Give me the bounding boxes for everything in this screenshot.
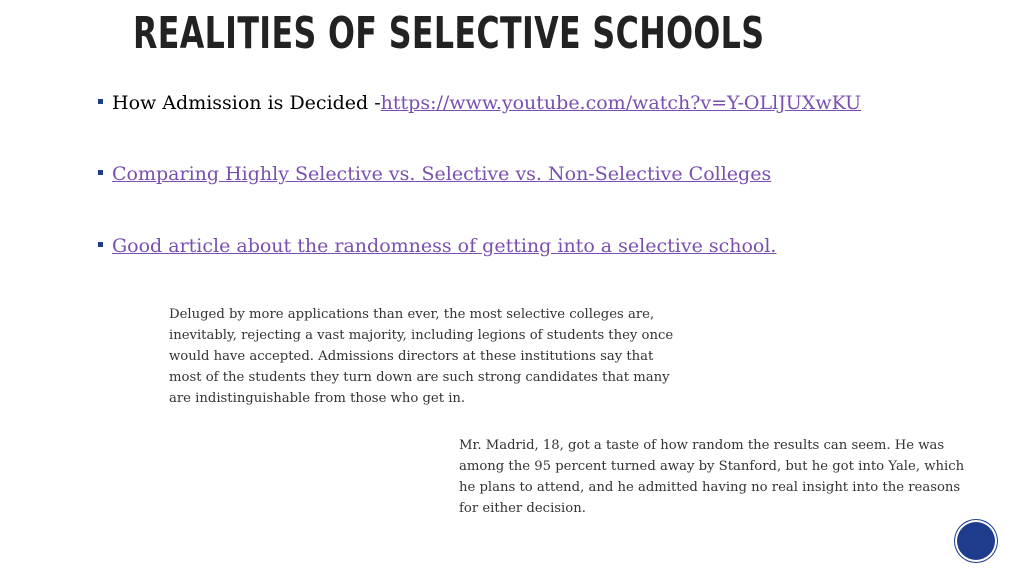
excerpt-line: among the 95 percent turned away by Stanford, but he got into Yale, which	[459, 459, 965, 474]
article-excerpt-madrid	[459, 435, 964, 519]
excerpt-line: Deluged by more applications than ever, the most selective colleges are,	[169, 307, 655, 322]
slide-title: REALITIES OF SELECTIVE SCHOOLS	[133, 8, 765, 59]
bullet-prefix-text: How Admission is Decided -	[112, 92, 381, 114]
excerpt-line: Mr. Madrid, 18, got a taste of how random the results can seem. He was	[459, 438, 945, 453]
randomness-article-link[interactable]: Good article about the randomness of getting into a selective school.	[112, 235, 777, 257]
bullet-marker-icon	[98, 99, 103, 104]
youtube-link[interactable]: https://www.youtube.com/watch?v=Y-OLlJUXwKU	[380, 92, 862, 114]
bullet-marker-icon	[98, 242, 103, 247]
excerpt-line: for either decision.	[459, 501, 586, 516]
bullet-marker-icon	[98, 170, 103, 175]
excerpt-line: are indistinguishable from those who get in.	[169, 391, 466, 406]
bullet-item-admission-video	[98, 91, 861, 115]
excerpt-line: inevitably, rejecting a vast majority, including legions of students they once	[169, 328, 674, 343]
excerpt-line: would have accepted. Admissions directors at these institutions say that	[169, 349, 654, 364]
slide-nav-circle-button[interactable]	[957, 522, 995, 560]
excerpt-line: most of the students they turn down are such strong candidates that many	[169, 370, 670, 385]
bullet-item-randomness-article	[98, 234, 776, 258]
excerpt-line: he plans to attend, and he admitted having no real insight into the reasons	[459, 480, 961, 495]
comparing-colleges-link[interactable]: Comparing Highly Selective vs. Selective vs. Non-Selective Colleges	[112, 163, 772, 185]
article-excerpt-deluged	[169, 304, 673, 409]
bullet-item-comparing-colleges	[98, 162, 771, 186]
